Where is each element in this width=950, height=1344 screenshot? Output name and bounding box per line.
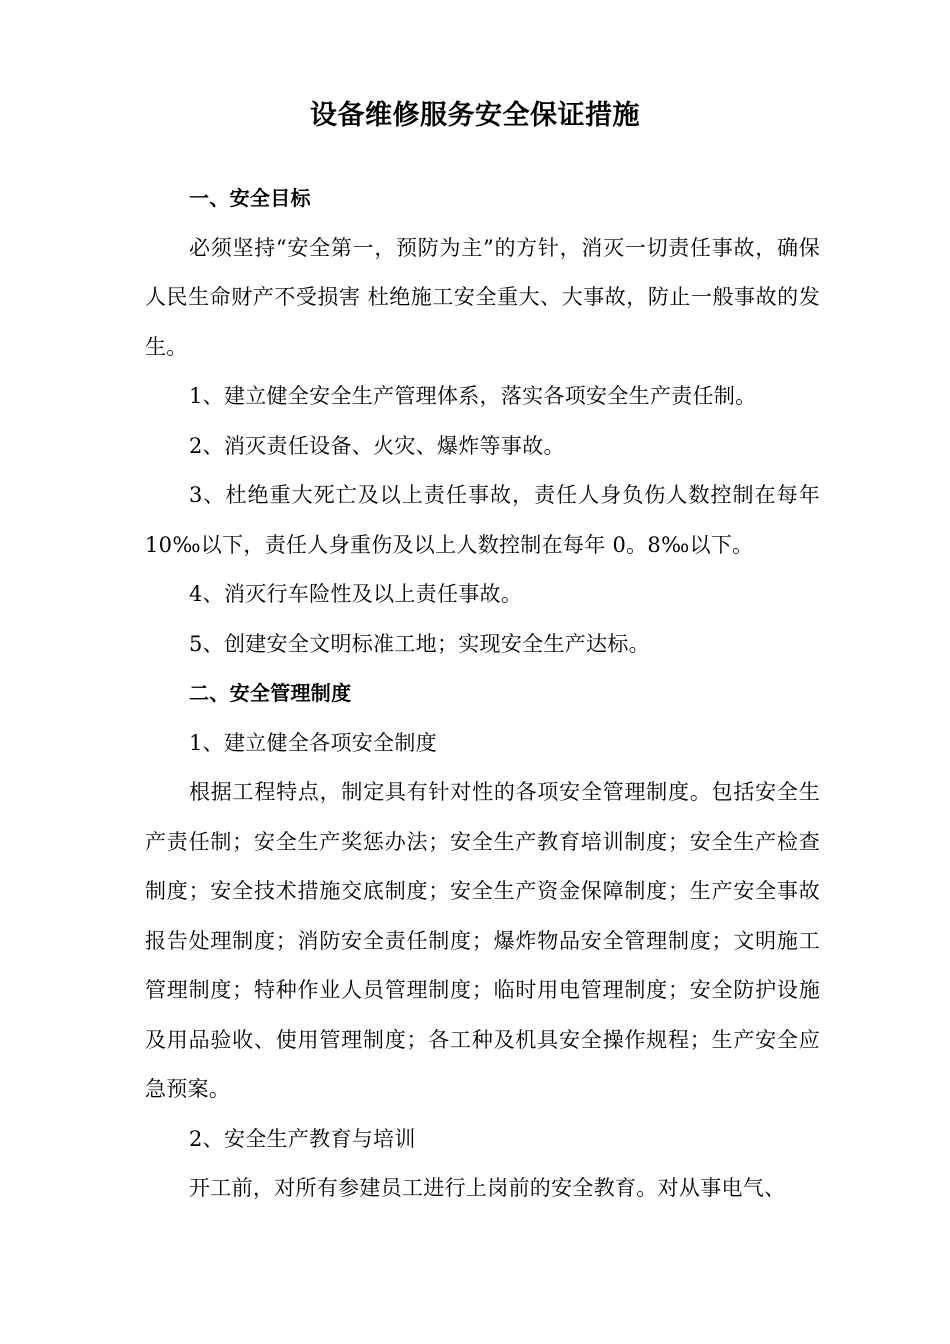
list-item-goal-2: 2、消灭责任设备、火灾、爆炸等事故。 [189, 433, 565, 458]
list-item-goal-1: 1、建立健全安全生产管理体系，落实各项安全生产责任制。 [189, 384, 757, 408]
paragraph-safety-rules: 根据工程特点，制定具有针对性的各项安全管理制度。包括安全生产责任制；安全生产奖惩办法；安全生产教育培训制度；安全生产检查制度；安全技术措施交底制度；安全生产资金保障制度；生产安全事故报告处理制度；消防安全责任制度；爆炸物品安全管理制度；文明施工管理制度；特种作业人员管理制度；临时用电管理制度；安全防护设施及用品验收、使用管理制度；各工种及机具安全操作规程；生产安全应急预案。 [145, 780, 820, 1101]
list-item-goal-4: 4、消灭行车险性及以上责任事故。 [189, 582, 523, 606]
document-title: 设备维修服务安全保证措施 [310, 100, 640, 131]
paragraph-safety-training: 开工前，对所有参建员工进行上岗前的安全教育。对从事电气、 [189, 1176, 786, 1200]
paragraph-safety-goals-intro: 必须坚持“安全第一，预防为主”的方针，消灭一切责任事故，确保人民生命财产不受损害 杜绝施工安全重大、大事故，防止一般事故的发生。 [145, 235, 820, 359]
document-body [145, 174, 820, 1214]
list-item-goal-5: 5、创建安全文明标准工地；实现安全生产达标。 [189, 631, 650, 656]
subheading-safety-training: 2、安全生产教育与培训 [189, 1126, 416, 1151]
subheading-safety-rules: 1、建立健全各项安全制度 [189, 730, 437, 755]
list-item-goal-3: 3、杜绝重大死亡及以上责任事故，责任人身负伤人数控制在每年 10‰以下，责任人身重伤及以上人数控制在每年 0。8‰以下。 [145, 483, 820, 557]
section-heading-safety-goals: 一、安全目标 [189, 186, 311, 210]
section-heading-safety-management: 二、安全管理制度 [189, 681, 352, 705]
